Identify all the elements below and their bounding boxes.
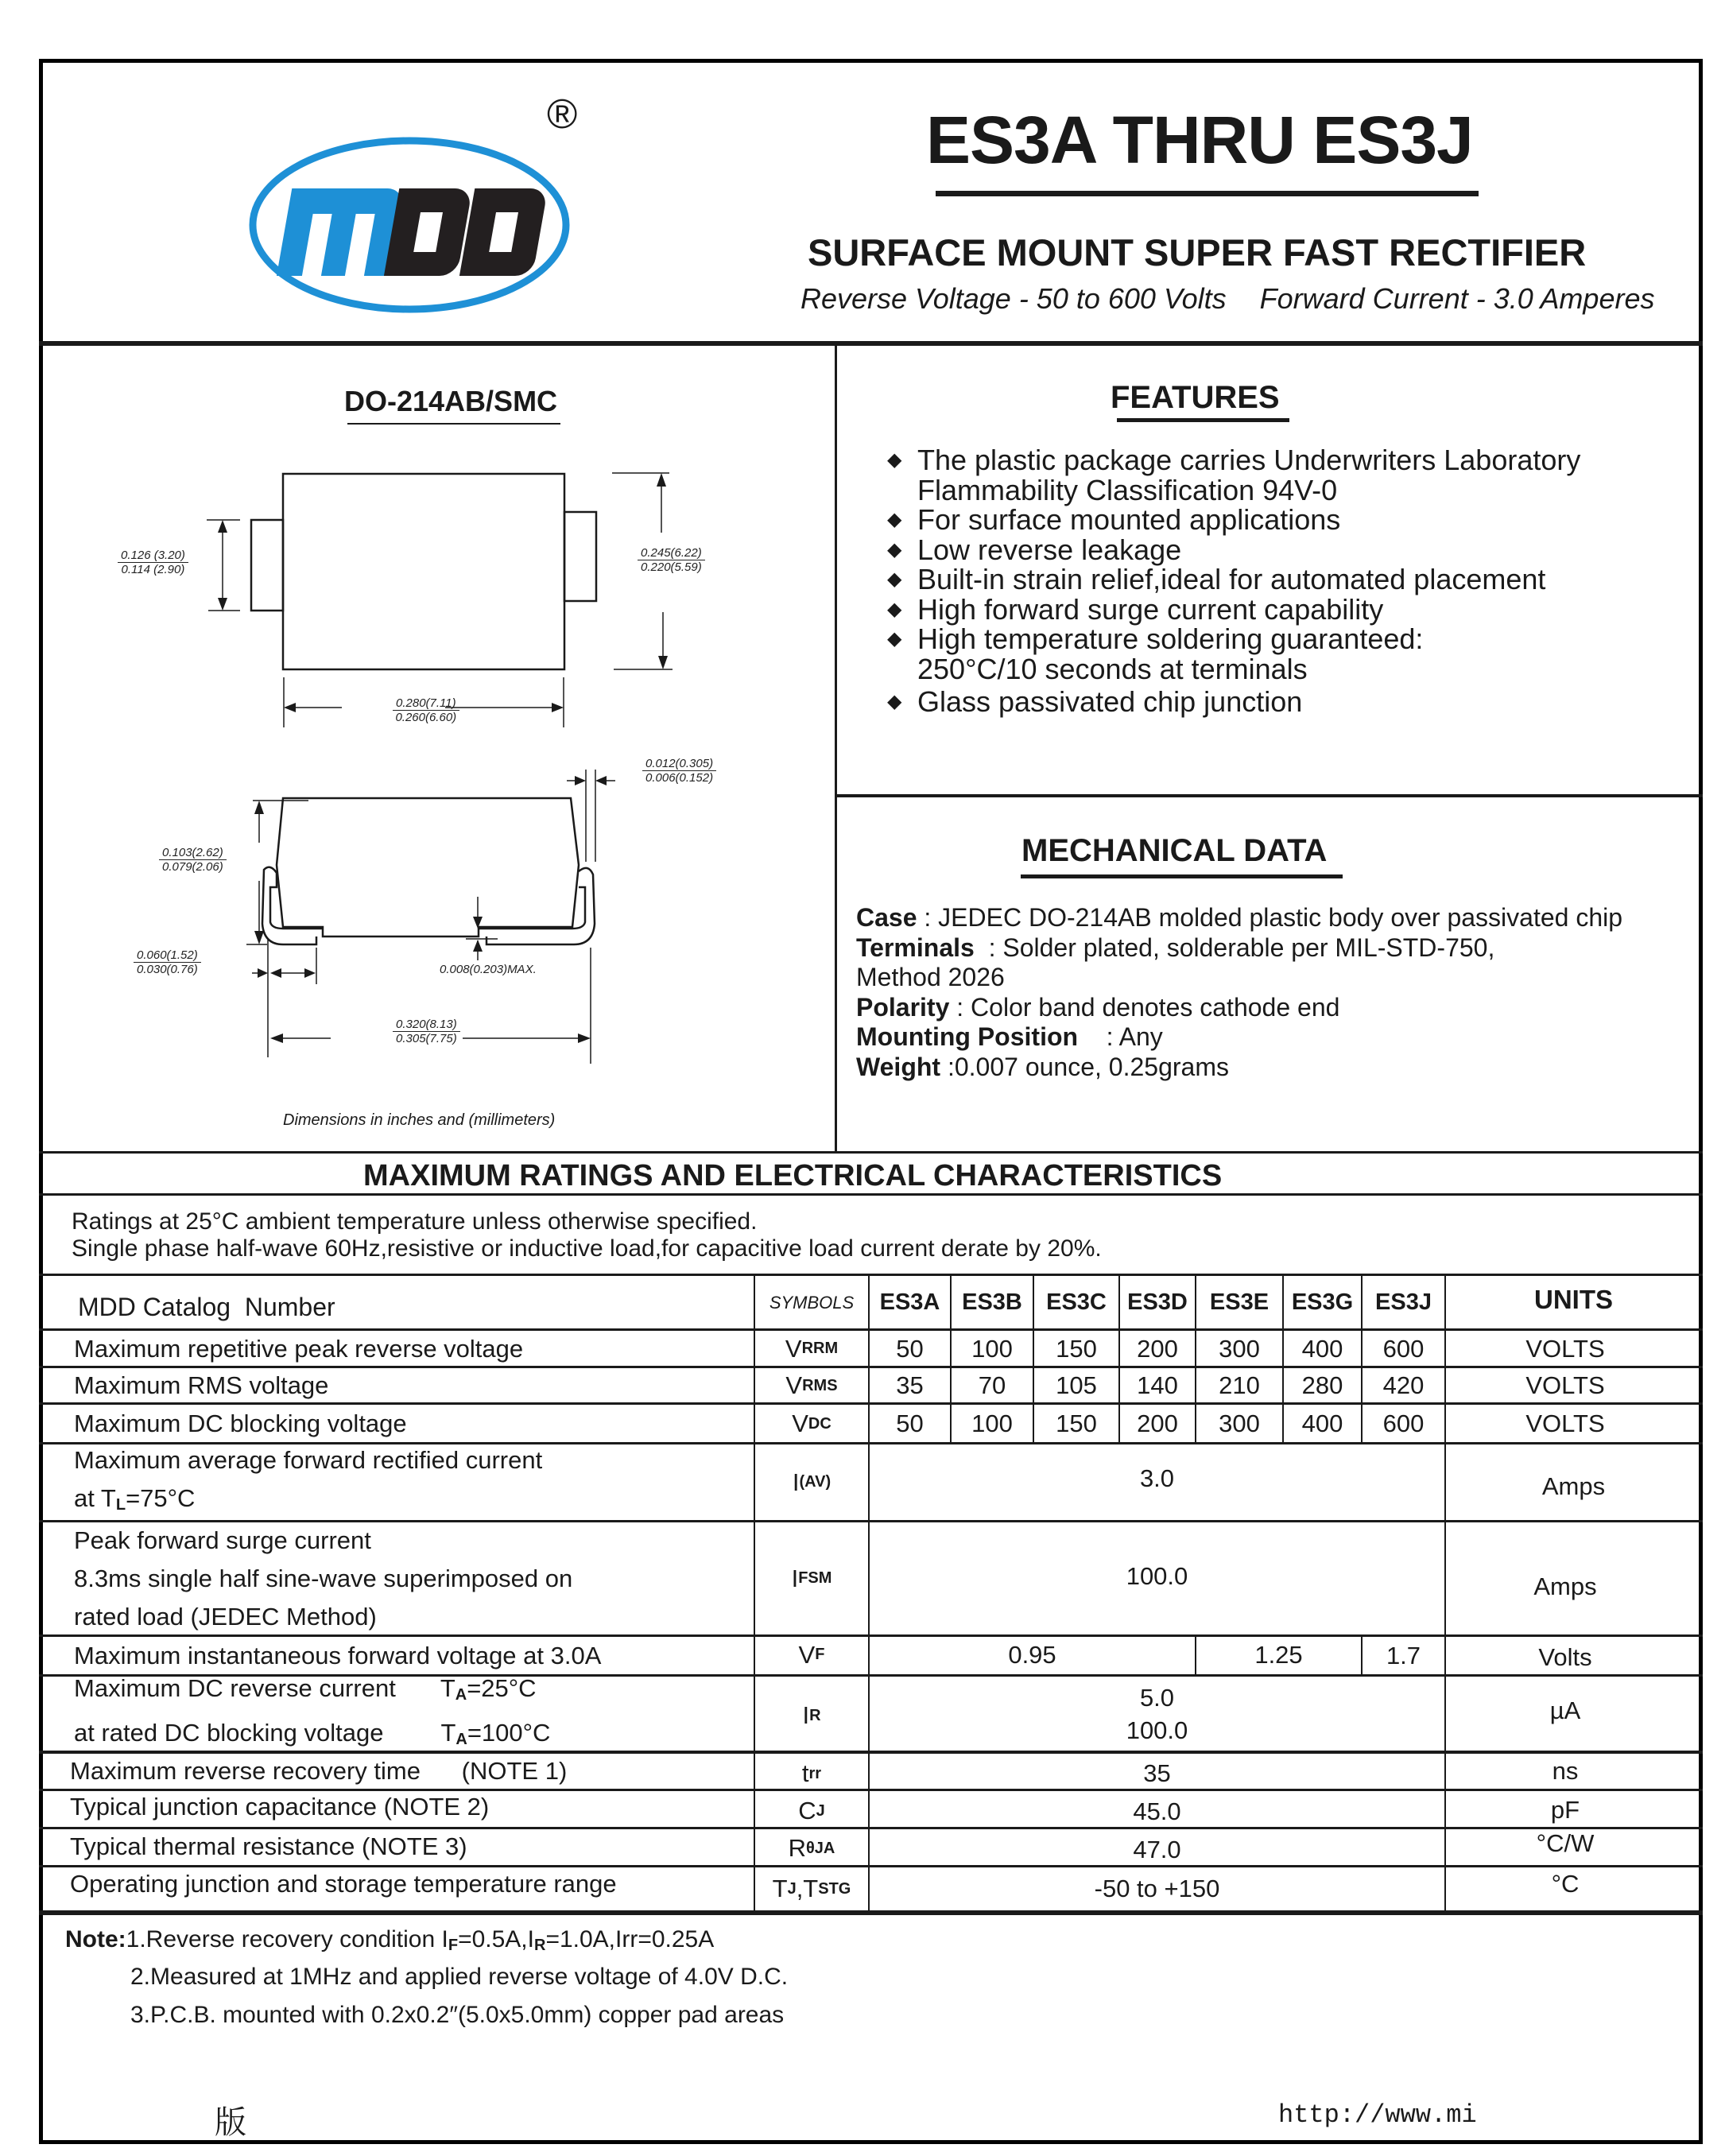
note-2: 2.Measured at 1MHz and applied reverse voltage of 4.0V D.C.	[130, 1964, 789, 1990]
table-cell: 400	[1301, 1410, 1343, 1437]
table-row-unit: VOLTS	[1525, 1410, 1605, 1437]
table-row-unit: pF	[1550, 1796, 1580, 1824]
dim-lead-thickness: $\frac{0.012(0.305)}{0.006(0.152)}$	[642, 757, 716, 785]
mdd-logo-icon	[246, 131, 572, 314]
reverse-voltage-text: Reverse Voltage - 50 to 600 Volts	[800, 282, 1227, 315]
dim-body-width: $\frac{0.280(7.11)}{0.260(6.60)}$	[393, 696, 459, 724]
ratings-title-border	[39, 1193, 1703, 1196]
forward-current-text: Forward Current - 3.0 Amperes	[1259, 282, 1655, 315]
table-cell-group: 1.25	[1254, 1640, 1303, 1669]
table-row-param: Peak forward surge current 8.3ms single half sine-wave superimposed on rated load (JEDEC Method)	[74, 1526, 573, 1631]
diamond-bullet-icon: ◆	[887, 598, 902, 620]
feature-item-continuation: 250°C/10 seconds at terminals	[917, 652, 1308, 685]
document-title: ES3A THRU ES3J	[926, 103, 1473, 177]
table-notes-divider	[39, 1910, 1703, 1915]
table-cell-merged: -50 to +150	[1094, 1875, 1220, 1902]
table-row-symbol: I FSM	[791, 1564, 832, 1592]
condition-line-1: Ratings at 25°C ambient temperature unless otherwise specified.	[72, 1208, 758, 1235]
title-underline	[936, 191, 1479, 196]
table-row-symbol: C J	[798, 1797, 825, 1824]
diamond-bullet-icon: ◆	[887, 509, 902, 530]
table-row-symbol: t rr	[801, 1759, 822, 1787]
table-header-units: UNITS	[1534, 1285, 1613, 1314]
package-title-underline	[347, 423, 560, 425]
table-row-param: Maximum DC blocking voltage	[74, 1410, 407, 1437]
feature-item: ◆ Low reverse leakage	[887, 533, 1182, 566]
package-title: DO-214AB/SMC	[344, 385, 558, 417]
features-title: FEATURES	[1111, 380, 1280, 415]
table-row-unit: Amps	[1541, 1472, 1606, 1500]
table-header-symbols: SYMBOLS	[769, 1293, 855, 1313]
table-cell-merged: 100.0	[1126, 1561, 1188, 1590]
mechanical-title-underline	[1021, 874, 1343, 878]
table-row-unit: Volts	[1538, 1642, 1592, 1671]
table-cell: 300	[1219, 1334, 1260, 1363]
mdd-logo	[246, 131, 572, 314]
max-ratings-title: MAXIMUM RATINGS AND ELECTRICAL CHARACTERISTICS	[363, 1159, 1223, 1192]
table-cell: 300	[1219, 1410, 1260, 1437]
mech-weight: Weight :0.007 ounce, 0.25grams	[856, 1052, 1229, 1081]
table-cell-group: 1.7	[1386, 1641, 1421, 1669]
table-header-param: MDD Catalog Number	[78, 1292, 335, 1321]
mech-terminals-cont: Method 2026	[856, 963, 1005, 991]
table-cell-merged: 5.0 100.0	[1126, 1683, 1188, 1744]
table-row-unit: Amps	[1533, 1572, 1597, 1600]
table-row-symbol: V F	[798, 1640, 825, 1669]
dim-overall-length: $\frac{0.320(8.13)}{0.305(7.75)}$	[393, 1018, 460, 1045]
table-cell: 70	[978, 1371, 1006, 1399]
table-cell: 35	[896, 1371, 924, 1399]
table-cell-group: 0.95	[1008, 1640, 1056, 1669]
table-cell: 420	[1382, 1371, 1425, 1399]
table-header-part: ES3A	[879, 1289, 940, 1315]
table-row-param: Maximum repetitive peak reverse voltage	[74, 1334, 524, 1363]
table-cell: 50	[896, 1410, 924, 1437]
table-cell: 600	[1382, 1410, 1425, 1437]
table-cell: 50	[896, 1334, 924, 1363]
table-row-unit: °C	[1551, 1870, 1580, 1898]
table-header-part: ES3E	[1209, 1289, 1270, 1315]
table-header-part: ES3C	[1046, 1289, 1107, 1315]
table-row-symbol: I R	[802, 1701, 821, 1729]
table-row-unit: VOLTS	[1525, 1334, 1605, 1363]
feature-item: ◆ For surface mounted applications	[887, 503, 1341, 536]
table-cell-merged: 47.0	[1133, 1836, 1181, 1863]
table-row-param: Maximum RMS voltage	[74, 1371, 329, 1399]
registered-mark: ®	[547, 91, 578, 138]
feature-item: ◆ High temperature soldering guaranteed:	[887, 622, 1424, 655]
table-cell: 400	[1301, 1334, 1343, 1363]
table-row-symbol: V DC	[792, 1410, 831, 1437]
table-row-unit: µA	[1549, 1696, 1581, 1724]
feature-item-continuation: Flammability Classification 94V-0	[917, 473, 1338, 506]
table-cell: 100	[971, 1334, 1013, 1363]
diamond-bullet-icon: ◆	[887, 449, 902, 471]
table-row-symbol: T J ,T STG	[772, 1875, 851, 1902]
dimensions-caption: Dimensions in inches and (millimeters)	[283, 1111, 556, 1129]
feature-item: ◆ Built-in strain relief,ideal for automated placement	[887, 563, 1546, 595]
dim-standoff: 0.008(0.203)MAX.	[440, 963, 537, 976]
dim-pad-height: $\frac{0.126 (3.20)}{0.114 (2.90)}$	[118, 549, 188, 576]
table-row-param: Typical thermal resistance (NOTE 3)	[70, 1832, 467, 1860]
mech-mounting: Mounting Position : Any	[856, 1022, 1163, 1051]
table-cell: 150	[1056, 1334, 1097, 1363]
note-3: 3.P.C.B. mounted with 0.2x0.2″(5.0x5.0mm) copper pad areas	[130, 2002, 785, 2028]
table-row-unit: ns	[1552, 1757, 1579, 1785]
notes-section	[65, 1924, 788, 2031]
mech-polarity: Polarity : Color band denotes cathode end	[856, 992, 1340, 1022]
table-header-part: ES3G	[1291, 1289, 1354, 1315]
table-row-param: Maximum reverse recovery time (NOTE 1)	[70, 1757, 568, 1785]
table-cell-merged: 45.0	[1133, 1797, 1181, 1825]
table-row-symbol: V RMS	[785, 1371, 838, 1399]
table-header-part: ES3J	[1375, 1289, 1432, 1315]
diamond-bullet-icon: ◆	[887, 538, 902, 560]
table-cell: 150	[1056, 1410, 1097, 1437]
feature-item: ◆ Glass passivated chip junction	[887, 685, 1303, 718]
ratings-top-border	[39, 1151, 1703, 1154]
note-1: Note:1.Reverse recovery condition $I_F=0.5A,I_R=1.0A,Irr=0.25A$	[65, 1926, 715, 1954]
table-row-symbol: R θJA	[788, 1834, 835, 1862]
dim-body-height: $\frac{0.245(6.22)}{0.220(5.59)}$	[638, 546, 705, 574]
footer-url-link[interactable]: http://www.mi	[1278, 2100, 1477, 2130]
footer-chinese-char: 版	[215, 2104, 246, 2141]
table-header-part: ES3D	[1127, 1289, 1188, 1315]
voltage-current-summary	[800, 282, 1654, 316]
condition-line-2: Single phase half-wave 60Hz,resistive or inductive load,for capacitive load current derate by 20%.	[72, 1235, 1102, 1262]
table-row-param: Maximum DC reverse current $T_A=25^\circ C$ at rated DC blocking voltage $T_A=100^\circ C$	[74, 1673, 551, 1748]
table-row-unit: °C/W	[1536, 1829, 1595, 1857]
table-cell-merged: 35	[1143, 1759, 1171, 1787]
table-cell: 200	[1137, 1334, 1178, 1363]
features-mech-divider	[837, 794, 1703, 797]
header-divider	[39, 341, 1703, 346]
feature-item: ◆ High forward surge current capability	[887, 592, 1384, 626]
table-row-param: Maximum average forward rectified current at $T_L=75^\circ C$	[74, 1445, 543, 1514]
table-cell: 210	[1219, 1371, 1260, 1399]
mechanical-data-list	[856, 903, 1622, 1082]
table-cell: 105	[1056, 1371, 1097, 1399]
table-row-param: Typical junction capacitance (NOTE 2)	[70, 1793, 490, 1821]
features-title-underline	[1117, 418, 1289, 422]
dim-lead-length: $\frac{0.060(1.52)}{0.030(0.76)}$	[134, 948, 201, 976]
table-cell: 600	[1382, 1334, 1425, 1363]
pane-divider	[835, 346, 837, 1152]
table-cell: 140	[1137, 1371, 1178, 1399]
diamond-bullet-icon: ◆	[887, 568, 902, 590]
feature-item: ◆ The plastic package carries Underwriters Laboratory	[887, 444, 1581, 476]
diamond-bullet-icon: ◆	[887, 628, 902, 650]
mech-terminals: Terminals : Solder plated, solderable per MIL-STD-750,	[856, 933, 1495, 962]
table-row-symbol: V RRM	[785, 1334, 839, 1363]
table-cell: 100	[971, 1410, 1013, 1437]
table-row-param: Maximum instantaneous forward voltage at 3.0A	[74, 1641, 602, 1669]
table-row-param: Operating junction and storage temperature range	[70, 1870, 617, 1898]
diamond-bullet-icon: ◆	[887, 691, 902, 712]
mech-case: Case : JEDEC DO-214AB molded plastic body over passivated chip	[856, 903, 1623, 932]
features-list	[882, 445, 1580, 717]
table-cell: 200	[1137, 1410, 1178, 1437]
document-subtitle: SURFACE MOUNT SUPER FAST RECTIFIER	[808, 231, 1587, 273]
table-row-unit: VOLTS	[1525, 1371, 1605, 1399]
mechanical-data-title: MECHANICAL DATA	[1021, 833, 1328, 868]
ratings-conditions	[72, 1208, 1102, 1262]
table-row-symbol: I (AV)	[792, 1468, 831, 1496]
table-cell-merged: 3.0	[1139, 1464, 1175, 1492]
table-header-part: ES3B	[962, 1289, 1022, 1315]
dim-package-height: $\frac{0.103(2.62)}{0.079(2.06)}$	[159, 846, 227, 874]
table-cell: 280	[1301, 1371, 1343, 1399]
